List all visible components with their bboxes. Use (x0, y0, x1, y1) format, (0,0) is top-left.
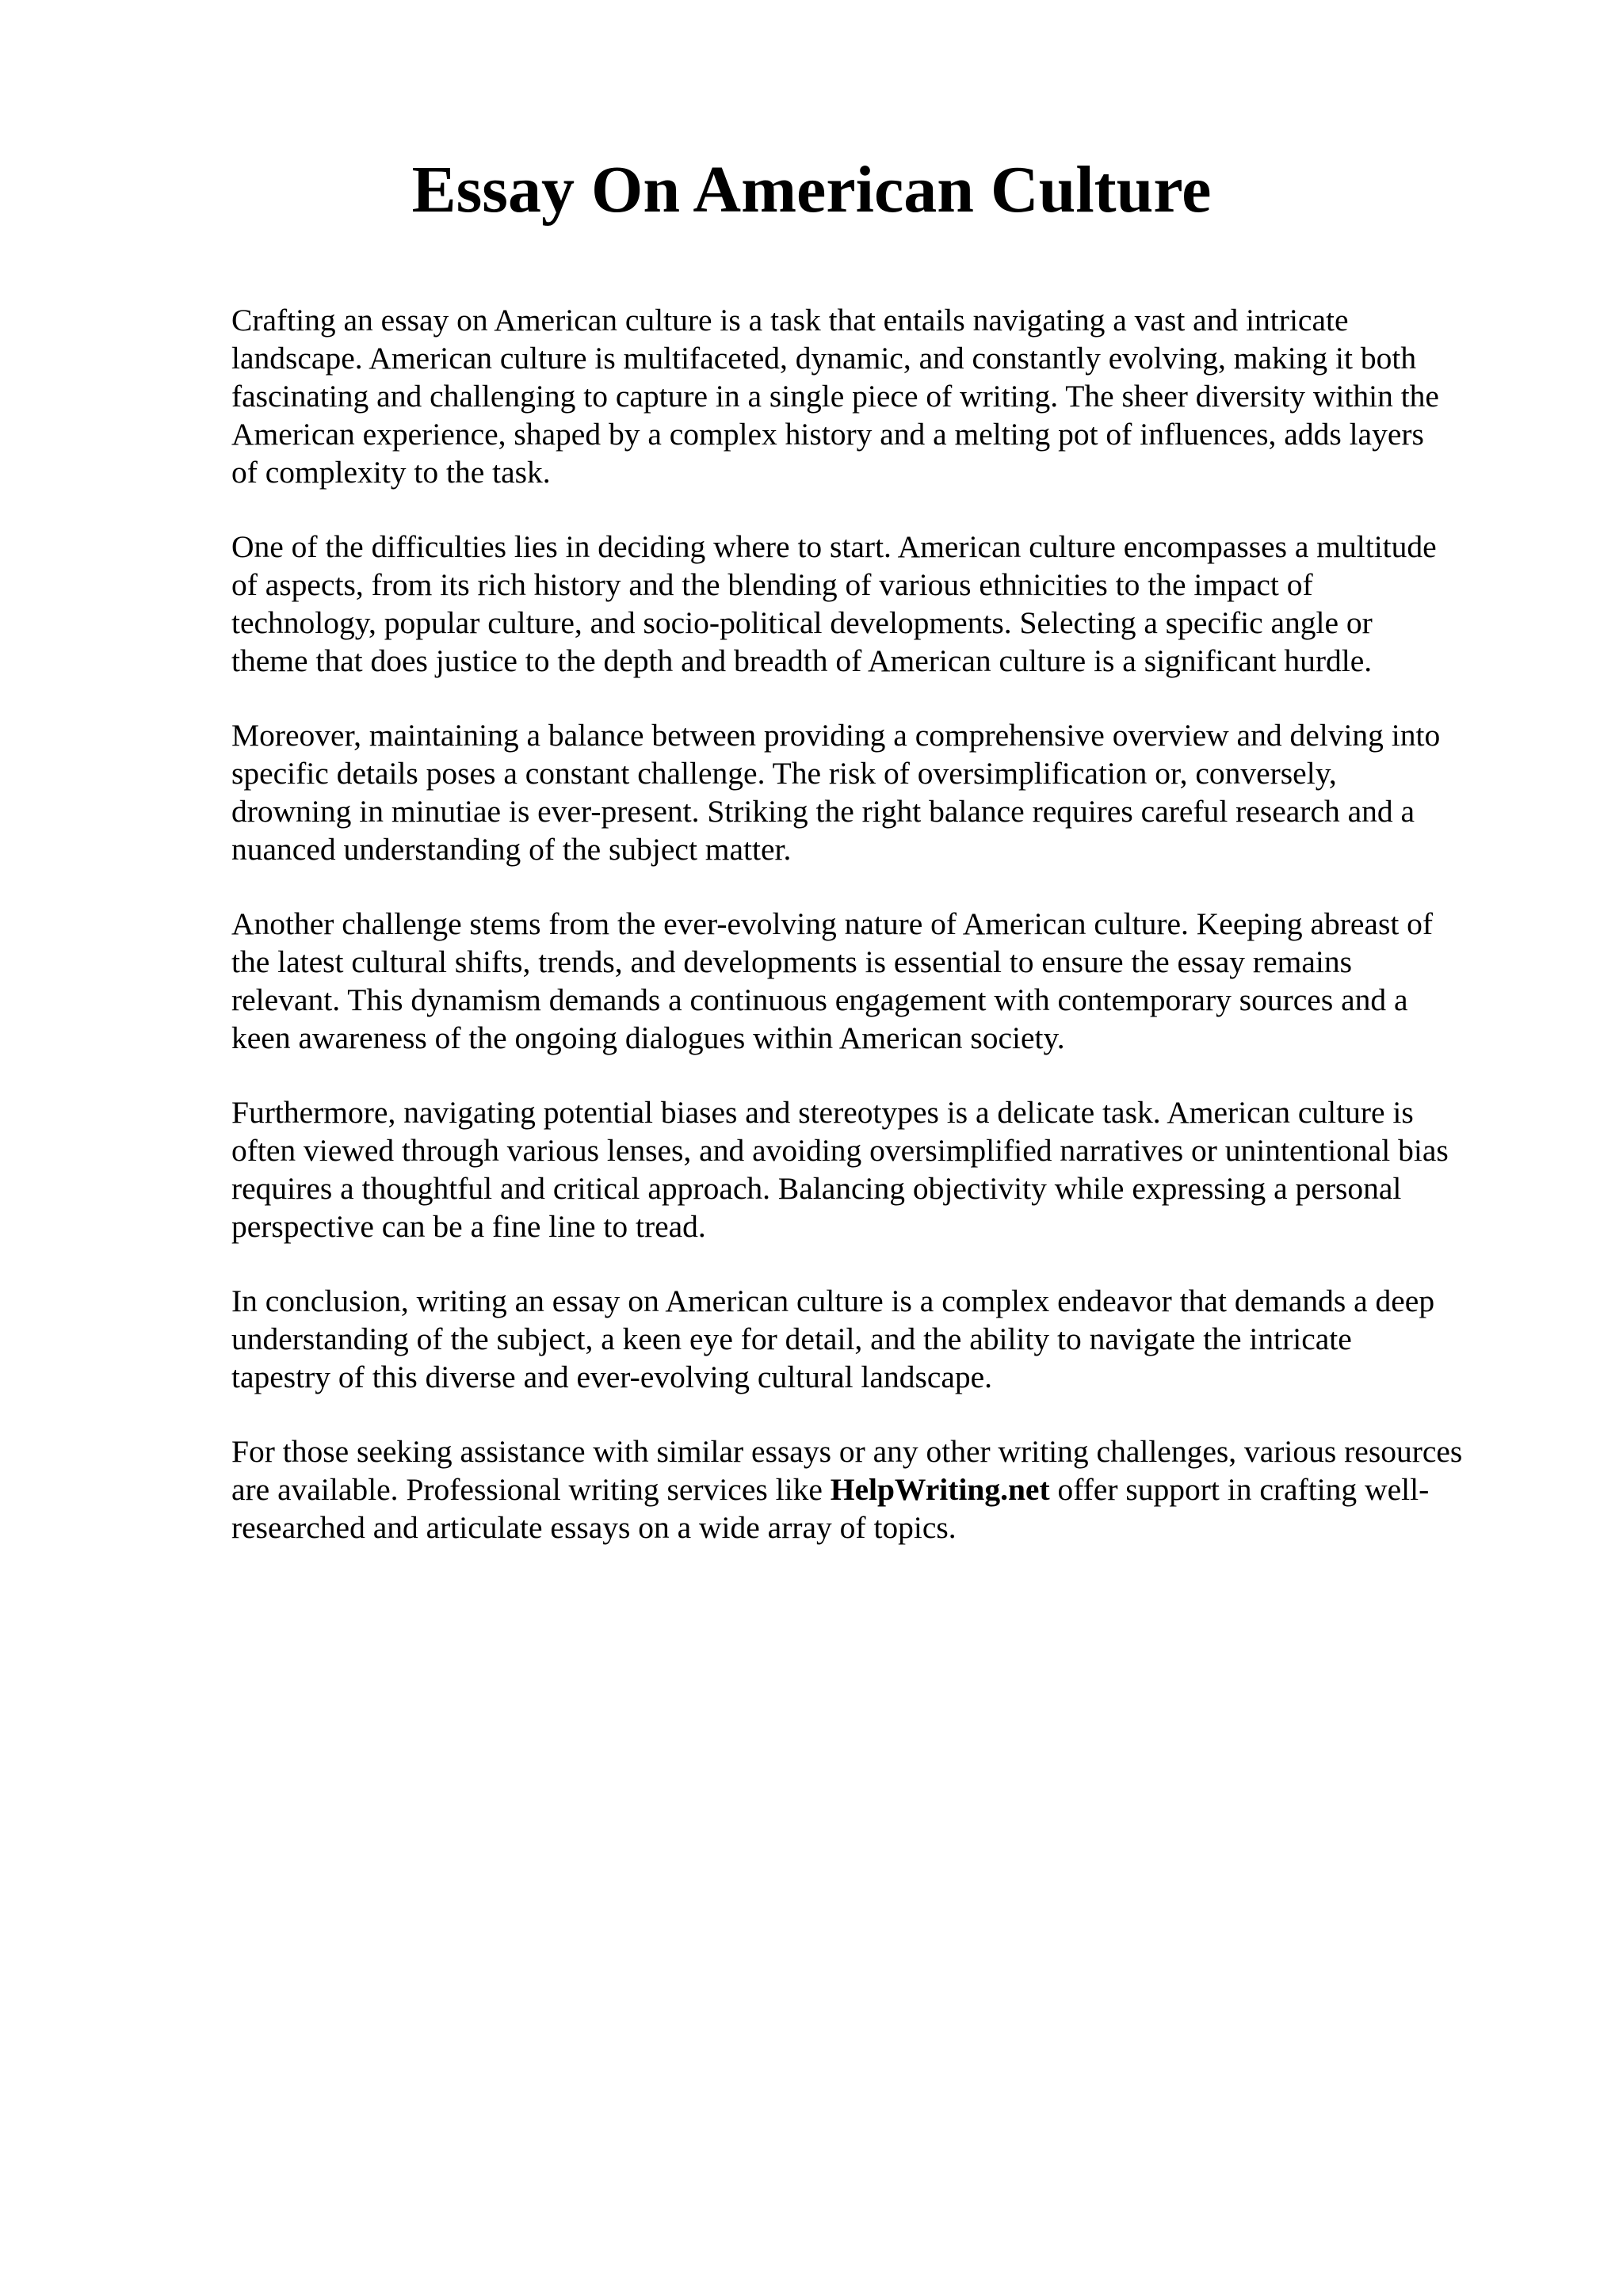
paragraph-line: In conclusion, writing an essay on American culture is a complex endeavor that demands a deep (231, 1283, 1435, 1318)
paragraph-line: tapestry of this diverse and ever-evolving cultural landscape. (231, 1360, 993, 1394)
paragraph-line: Crafting an essay on American culture is a task that entails navigating a vast and intricate (231, 303, 1349, 338)
paragraph-line: nuanced understanding of the subject matter. (231, 832, 792, 867)
paragraph-line: Another challenge stems from the ever-evolving nature of American culture. Keeping abreast of (231, 906, 1434, 941)
paragraph-1 (231, 301, 1547, 491)
paragraph-line: of complexity to the task. (231, 455, 551, 490)
paragraph-6 (231, 1282, 1547, 1396)
paragraph-line: the latest cultural shifts, trends, and developments is essential to ensure the essay remains (231, 944, 1352, 979)
paragraph-line (231, 1470, 1547, 1508)
paragraph-line: technology, popular culture, and socio-political developments. Selecting a specific angle or (231, 605, 1373, 640)
helpwriting-link[interactable]: HelpWriting.net (830, 1472, 1050, 1507)
essay-body (231, 301, 1547, 1583)
paragraph-line: theme that does justice to the depth and breadth of American culture is a significant hurdle. (231, 643, 1373, 678)
paragraph-line: keen awareness of the ongoing dialogues within American society. (231, 1020, 1065, 1055)
paragraph-2 (231, 528, 1547, 680)
paragraph-line: requires a thoughtful and critical approach. Balancing objectivity while expressing a personal (231, 1171, 1402, 1206)
paragraph-line: of aspects, from its rich history and the blending of various ethnicities to the impact of (231, 567, 1313, 602)
paragraph-line: fascinating and challenging to capture in a single piece of writing. The sheer diversity within the (231, 379, 1439, 414)
paragraph-line: understanding of the subject, a keen eye for detail, and the ability to navigate the intricate (231, 1322, 1352, 1356)
paragraph-5 (231, 1093, 1547, 1245)
paragraph-line: Moreover, maintaining a balance between providing a comprehensive overview and delving into (231, 718, 1441, 753)
paragraph-line: American experience, shaped by a complex history and a melting pot of influences, adds layers (231, 417, 1424, 452)
paragraph-3 (231, 716, 1547, 868)
paragraph-line: Furthermore, navigating potential biases and stereotypes is a delicate task. American culture is (231, 1095, 1414, 1130)
paragraph-line: perspective can be a fine line to tread. (231, 1209, 706, 1244)
paragraph-7 (231, 1432, 1547, 1547)
paragraph-line: researched and articulate essays on a wide array of topics. (231, 1510, 957, 1545)
paragraph-line: relevant. This dynamism demands a continuous engagement with contemporary sources and a (231, 982, 1408, 1017)
page-title: Essay On American Culture (411, 153, 1212, 227)
paragraph-line: drowning in minutiae is ever-present. Striking the right balance requires careful research and a (231, 794, 1415, 829)
paragraph-line: For those seeking assistance with similar essays or any other writing challenges, various resources (231, 1434, 1463, 1469)
paragraph-line: landscape. American culture is multifaceted, dynamic, and constantly evolving, making it both (231, 341, 1417, 376)
text-segment: are available. Professional writing services like (231, 1472, 831, 1507)
paragraph-line: One of the difficulties lies in deciding where to start. American culture encompasses a multitude (231, 529, 1437, 564)
paragraph-line: specific details poses a constant challenge. The risk of oversimplification or, conversely, (231, 756, 1337, 791)
text-segment: offer support in crafting well- (1049, 1472, 1430, 1507)
paragraph-4 (231, 905, 1547, 1057)
paragraph-line: often viewed through various lenses, and avoiding oversimplified narratives or unintentional bias (231, 1133, 1449, 1168)
